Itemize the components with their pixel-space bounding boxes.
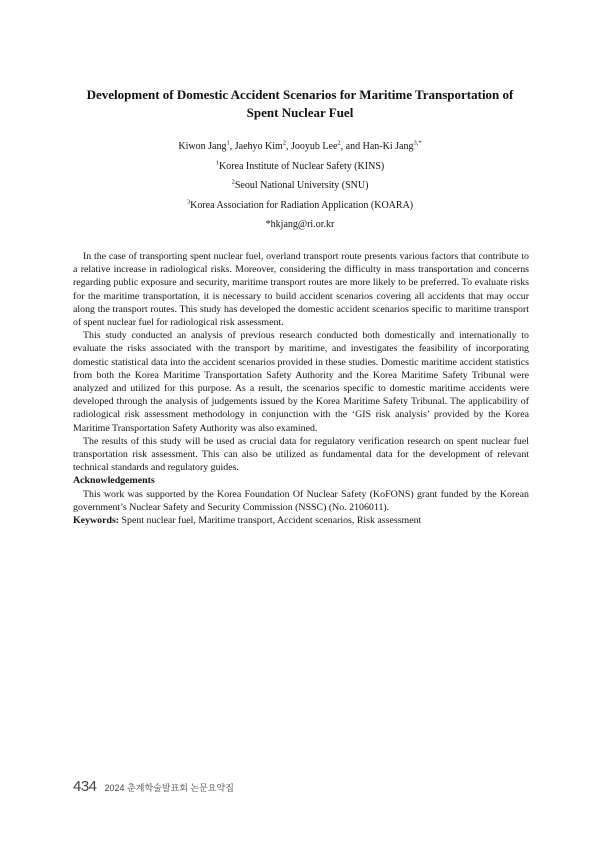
keywords-line <box>73 514 529 527</box>
abstract-paragraph-1: In the case of transporting spent nuclear fuel, overland transport route presents various factors that contribute to a relative increase in radiological risks. Moreover, considering the difficulty in mass transportation and concerns regarding public exposure and security, maritime transport routes are more likely to be preferred. To evaluate risks for the maritime transportation, it is necessary to build accident scenarios covering all accidents that may occur along the transport routes. This study has developed the domestic accident scenarios specific to maritime transport of spent nuclear fuel for radiological risk assessment. <box>73 251 529 329</box>
author-name: Kiwon Jang <box>178 141 227 152</box>
affiliation-3 <box>70 196 530 216</box>
affiliation-sup: 2 <box>231 178 235 186</box>
page-footer <box>73 778 234 796</box>
affiliation-text: Korea Institute of Nuclear Safety (KINS) <box>219 160 385 172</box>
acknowledgements-text: This work was supported by the Korea Foundation Of Nuclear Safety (KoFONS) grant funded by the Korean government’s Nuclear Safety and Security Commission (NSSC) (No. 2106011). <box>73 488 529 513</box>
affiliation-text: Seoul National University (SNU) <box>234 180 369 191</box>
page-number: 434 <box>73 778 97 795</box>
author-separator: , <box>286 141 292 152</box>
affiliation-sup: 3 <box>186 198 191 206</box>
affiliation-text: Korea Association for Radiation Application (KOARA) <box>190 199 414 211</box>
abstract-paragraph-2: This study conducted an analysis of previous research conducted both domestically and internationally to evaluate the risks associated with the transport by maritime, and investigates the feasibility of incorporating domestic statistical data into the accident scenarios provided in these studies. Domestic maritime accident statistics from both the Korea Maritime Transportation Safety Authority and the Korea Maritime Safety Tribunal were analyzed and utilized for this purpose. As a result, the scenarios specific to domestic maritime accidents were developed through the analysis of judgements issued by the Korea Maritime Safety Tribunal. The applicability of radiological risk assessment methodology in conjunction with the ‘GIS risk analysis’ provided by the Korea Maritime Transportation Safety Authority was also examined. <box>73 330 529 434</box>
author-name: Jaehyo Kim <box>234 141 283 152</box>
author-sup: 2 <box>337 139 341 147</box>
proceedings-title: 2024 춘계학술발표회 논문요약집 <box>104 783 234 793</box>
author-name: Han-Ki Jang <box>362 141 414 152</box>
author-name: Jooyub Lee <box>291 141 338 152</box>
keywords-text: Spent nuclear fuel, Maritime transport, Accident scenarios, Risk assessment <box>119 515 422 527</box>
abstract-body <box>73 250 529 527</box>
author-block <box>70 137 530 235</box>
keywords-label: Keywords: <box>73 515 120 527</box>
affiliation-1 <box>70 157 530 177</box>
author-list <box>70 137 530 157</box>
author-separator: , and <box>340 141 363 152</box>
author-separator: , <box>229 141 235 152</box>
author-sup: 1 <box>226 139 230 147</box>
corresponding-email: *hkjang@ri.or.kr <box>265 219 335 230</box>
author-sup: 2 <box>282 139 287 147</box>
paper-title: Development of Domestic Accident Scenarios for Maritime Transportation of Spent Nuclear Fuel <box>86 87 514 120</box>
acknowledgements-heading: Acknowledgements <box>73 475 155 487</box>
affiliation-2 <box>70 176 530 196</box>
abstract-paragraph-3: The results of this study will be used as crucial data for regulatory verification research on spent nuclear fuel transportation risk assessment. This can also be utilized as fundamental data for the development of relevant technical standards and regulatory guides. <box>73 435 529 474</box>
author-sup: 3,* <box>413 139 422 147</box>
affiliation-sup: 1 <box>215 159 219 167</box>
